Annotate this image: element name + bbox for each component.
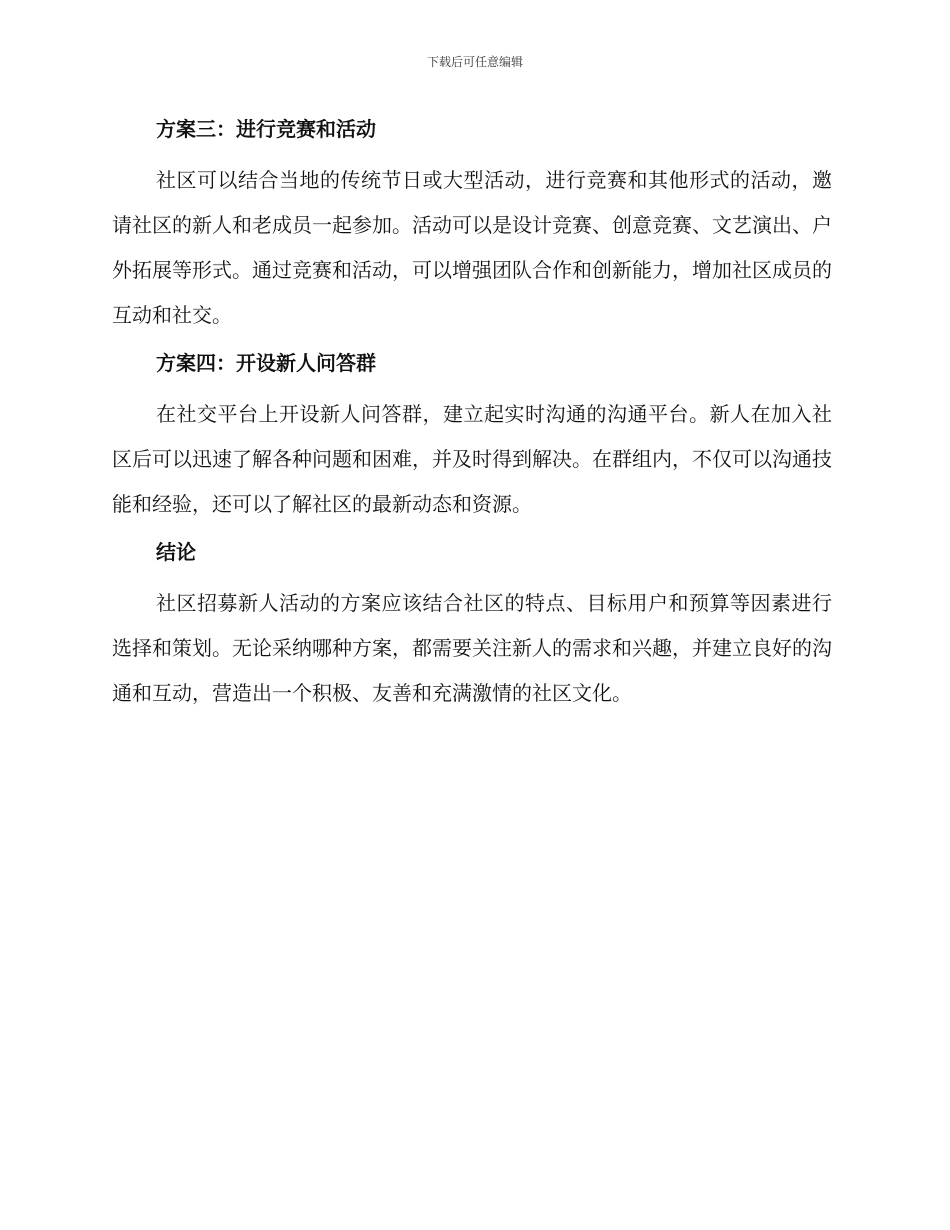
page-header: 下载后可任意编辑 <box>426 55 523 69</box>
document-body <box>112 110 832 716</box>
section-paragraph-plan-four: 在社交平台上开设新人问答群，建立起实时沟通的沟通平台。新人在加入社区后可以迅速了解各种问题和困难，并及时得到解决。在群组内，不仅可以沟通技能和经验，还可以了解社区的最新动态和资源。 <box>112 402 832 516</box>
section-heading-conclusion: 结论 <box>156 540 196 564</box>
section-heading-plan-four: 方案四：开设新人问答群 <box>156 351 376 375</box>
section-paragraph-plan-three: 社区可以结合当地的传统节日或大型活动，进行竞赛和其他形式的活动，邀请社区的新人和老成员一起参加。活动可以是设计竞赛、创意竞赛、文艺演出、户外拓展等形式。通过竞赛和活动，可以增强团队合作和创新能力，增加社区成员的互动和社交。 <box>112 168 832 327</box>
section-heading-plan-three: 方案三：进行竞赛和活动 <box>156 117 376 141</box>
section-paragraph-conclusion: 社区招募新人活动的方案应该结合社区的特点、目标用户和预算等因素进行选择和策划。无论采纳哪种方案，都需要关注新人的需求和兴趣，并建立良好的沟通和互动，营造出一个积极、友善和充满激情的社区文化。 <box>112 591 832 705</box>
